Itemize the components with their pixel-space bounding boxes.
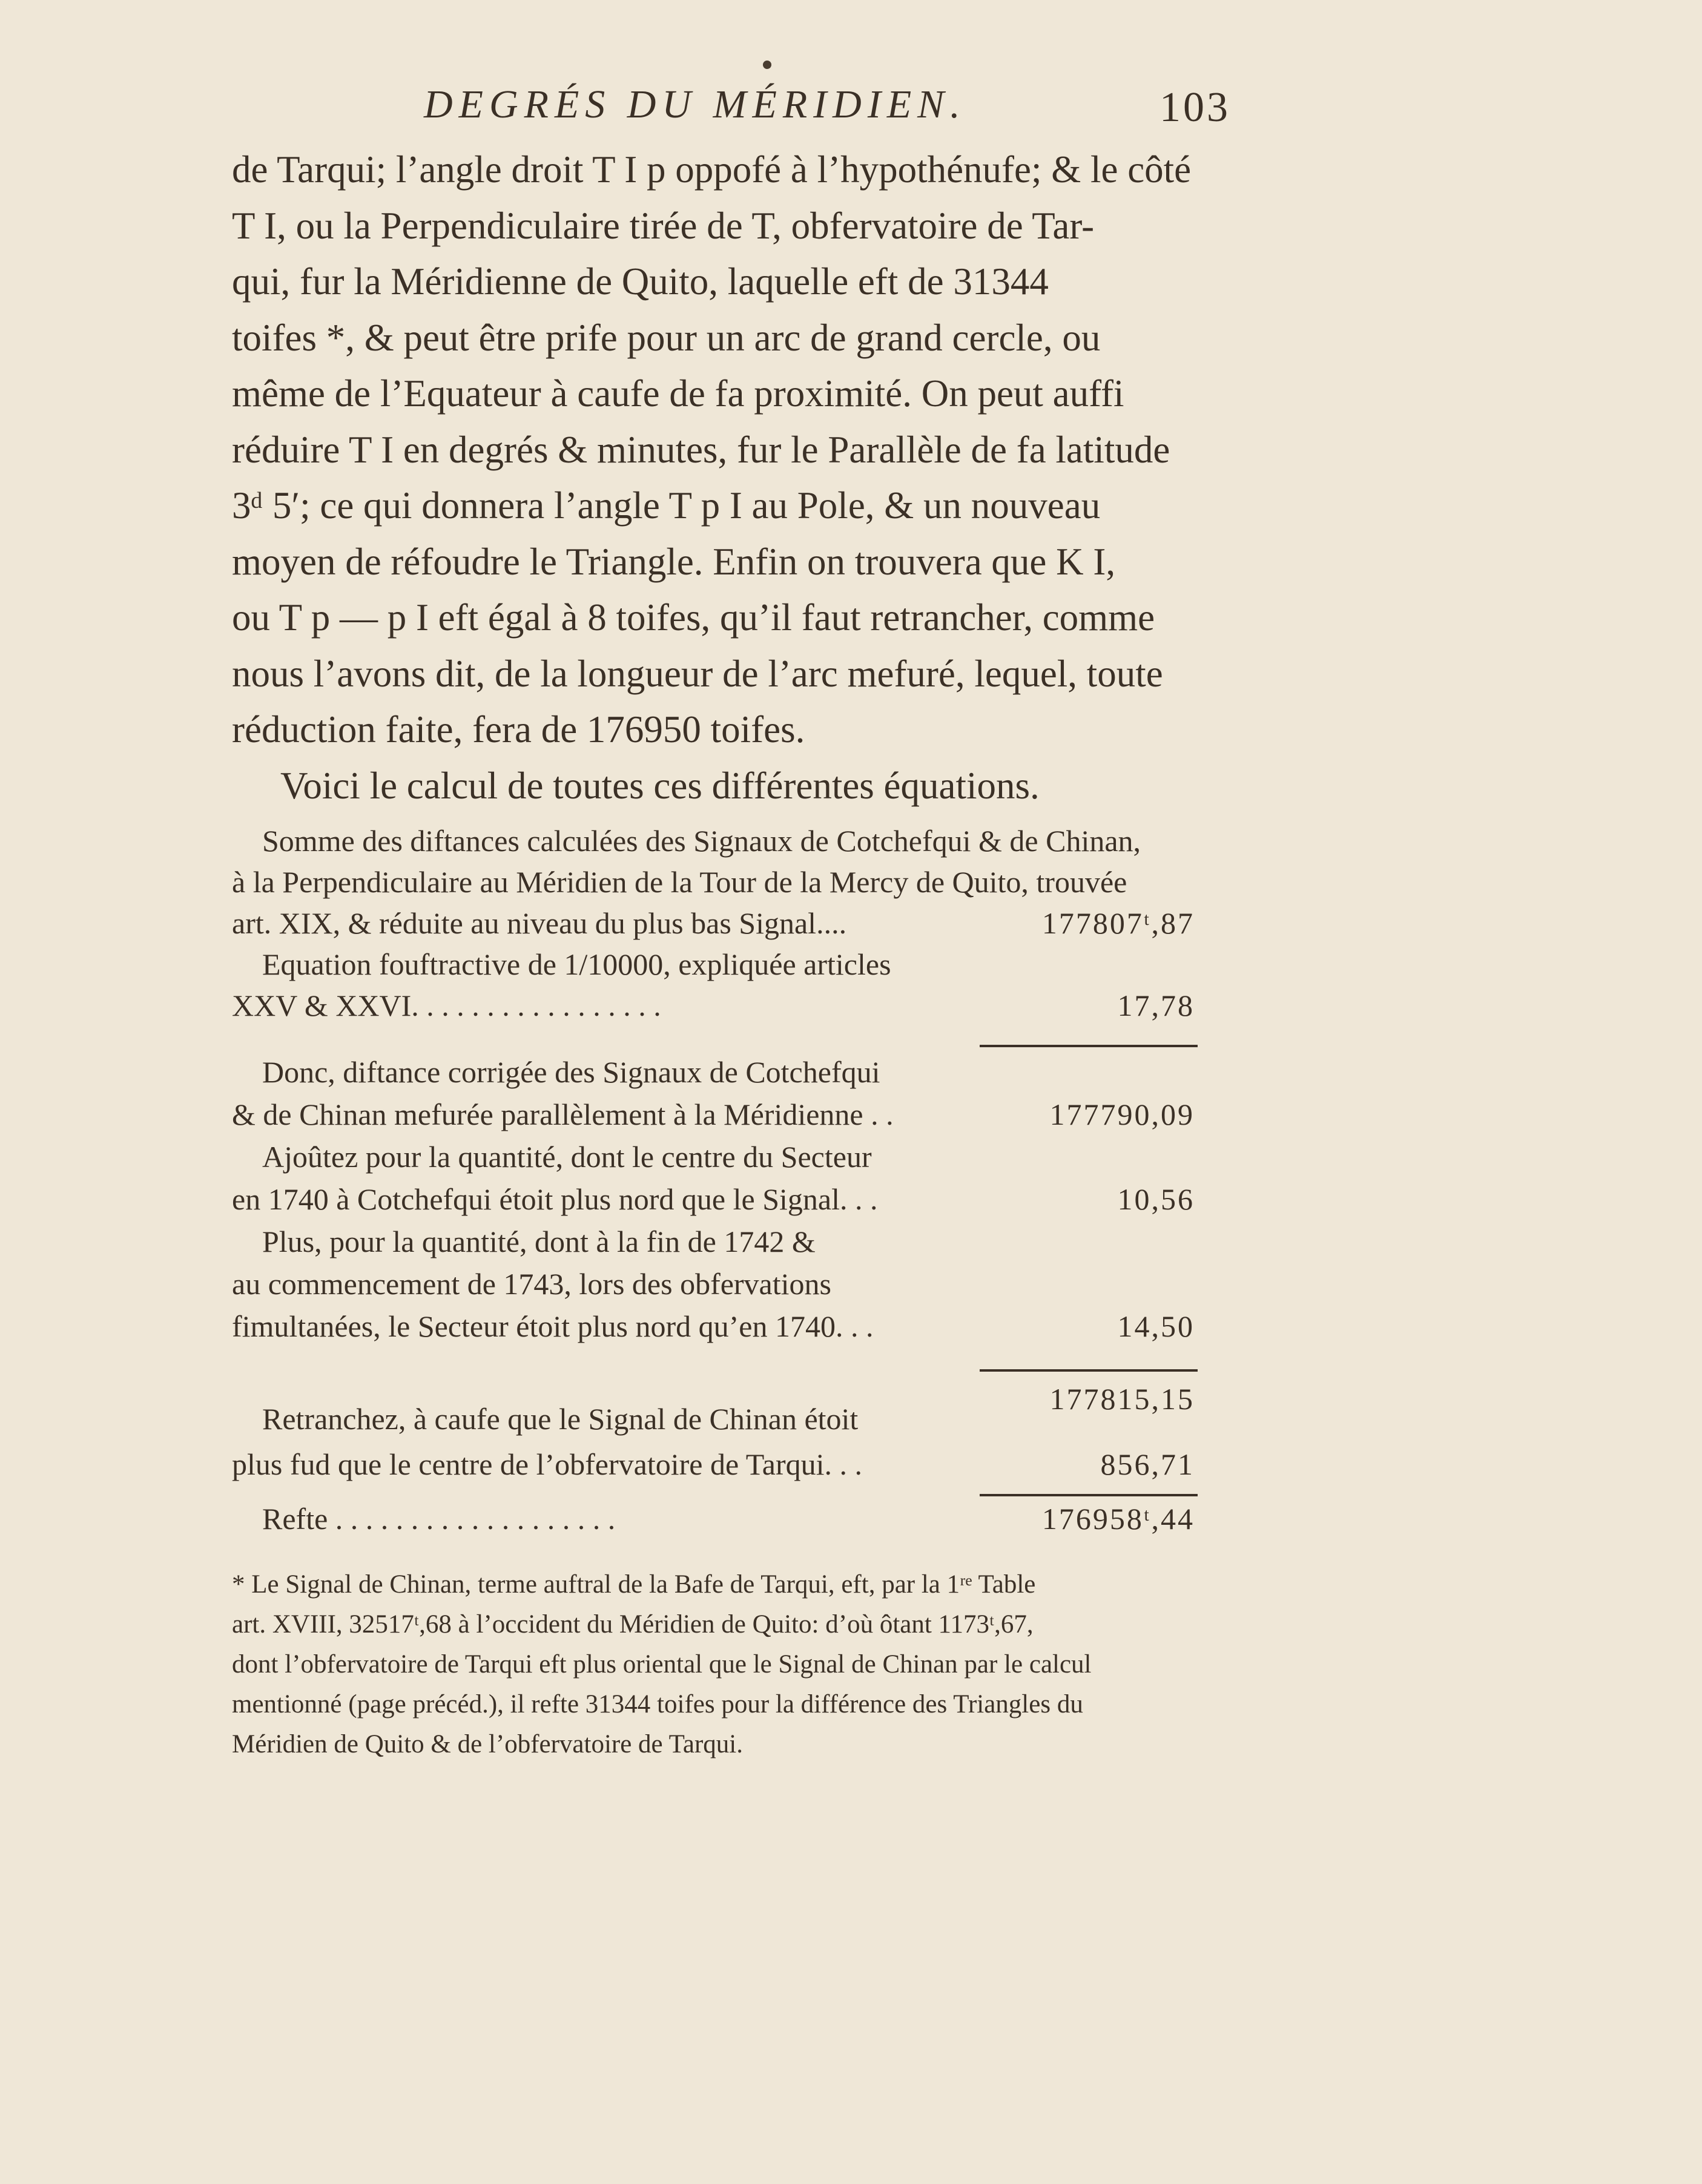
body-line: toifes *, & peut être prife pour un arc de grand cercle, ou	[232, 316, 1101, 359]
calc-text-line: Donc, diftance corrigée des Signaux de Cotchefqui	[262, 1055, 880, 1089]
calc-text-line: Plus, pour la quantité, dont à la fin de 1742 &	[262, 1225, 816, 1258]
body-line: 3ᵈ 5′; ce qui donnera l’angle T p I au Pole, & un nouveau	[232, 484, 1101, 527]
body-line: même de l’Equateur à caufe de fa proximité. On peut auffi	[232, 372, 1124, 415]
calc-text-line: plus fud que le centre de l’obfervatoire de Tarqui. . .	[232, 1447, 863, 1481]
result-rule	[980, 1494, 1198, 1496]
page-number: 103	[1159, 84, 1230, 131]
calc-text-line: art. XIX, & réduite au niveau du plus bas Signal....	[232, 906, 847, 940]
calc-value: 177790,09	[1049, 1097, 1195, 1131]
body-line: nous l’avons dit, de la longueur de l’arc mefuré, lequel, toute	[232, 652, 1163, 695]
footnote-line: mentionné (page précéd.), il refte 31344 toifes pour la différence des Triangles du	[232, 1690, 1083, 1719]
calc-text-line: & de Chinan mefurée parallèlement à la Méridienne . .	[232, 1097, 894, 1131]
calc-value: 10,56	[1117, 1182, 1195, 1216]
footnote	[232, 1565, 1249, 1765]
calc-text-line: XXV & XXVI. . . . . . . . . . . . . . . . .	[232, 988, 661, 1022]
calc-value: 14,50	[1117, 1309, 1195, 1343]
sum-rule	[980, 1045, 1198, 1047]
body-line: réduire T I en degrés & minutes, fur le Parallèle de fa latitude	[232, 428, 1170, 471]
footnote-line: art. XVIII, 32517ᵗ,68 à l’occident du Méridien de Quito: d’où ôtant 1173ᵗ,67,	[232, 1610, 1034, 1639]
sum-rule	[980, 1369, 1198, 1372]
main-paragraph	[232, 142, 1240, 814]
calc-text-line: au commencement de 1743, lors des obfervations	[232, 1267, 831, 1301]
footnote-line: dont l’obfervatoire de Tarqui eft plus oriental que le Signal de Chinan par le calcul	[232, 1650, 1092, 1679]
running-title: DEGRÉS DU MÉRIDIEN.	[424, 82, 966, 127]
footnote-line: Méridien de Quito & de l’obfervatoire de Tarqui.	[232, 1730, 743, 1758]
body-line: de Tarqui; l’angle droit T I p oppofé à l’hypothénufe; & le côté	[232, 148, 1192, 191]
footnote-line: * Le Signal de Chinan, terme auftral de la Bafe de Tarqui, eft, par la 1ʳᵉ Table	[232, 1570, 1036, 1599]
body-line: ou T p — p I eft égal à 8 toifes, qu’il faut retrancher, comme	[232, 596, 1155, 639]
calc-value: 177815,15	[1049, 1382, 1195, 1416]
calc-text-line: à la Perpendiculaire au Méridien de la Tour de la Mercy de Quito, trouvée	[232, 865, 1127, 899]
calc-text-line: Equation fouftractive de 1/10000, expliquée articles	[262, 947, 891, 981]
body-line: T I, ou la Perpendiculaire tirée de T, obfervatoire de Tar-	[232, 204, 1095, 247]
calc-text-line: en 1740 à Cotchefqui étoit plus nord que le Signal. . .	[232, 1182, 878, 1216]
calc-value: 856,71	[1100, 1447, 1195, 1481]
calc-text-line: fimultanées, le Secteur étoit plus nord qu’en 1740. . .	[232, 1309, 874, 1343]
body-line: réduction faite, fera de 176950 toifes.	[232, 708, 805, 751]
calc-value: 17,78	[1117, 988, 1195, 1022]
calc-text-line: Somme des diftances calculées des Signaux de Cotchefqui & de Chinan,	[262, 824, 1141, 858]
calc-text-line: Retranchez, à caufe que le Signal de Chinan étoit	[262, 1402, 859, 1436]
calc-value: 177807ᵗ,87	[1041, 906, 1195, 940]
calc-text-line: Refte . . . . . . . . . . . . . . . . . . .	[262, 1502, 616, 1536]
body-line: moyen de réfoudre le Triangle. Enfin on trouvera que K I,	[232, 540, 1116, 583]
header-ornament-dot	[763, 61, 771, 69]
body-line: qui, fur la Méridienne de Quito, laquelle eft de 31344	[232, 260, 1049, 303]
calc-intro-line: Voici le calcul de toutes ces différentes équations.	[280, 764, 1040, 807]
calc-text-line: Ajoûtez pour la quantité, dont le centre du Secteur	[262, 1140, 872, 1174]
calc-value: 176958ᵗ,44	[1041, 1502, 1195, 1536]
